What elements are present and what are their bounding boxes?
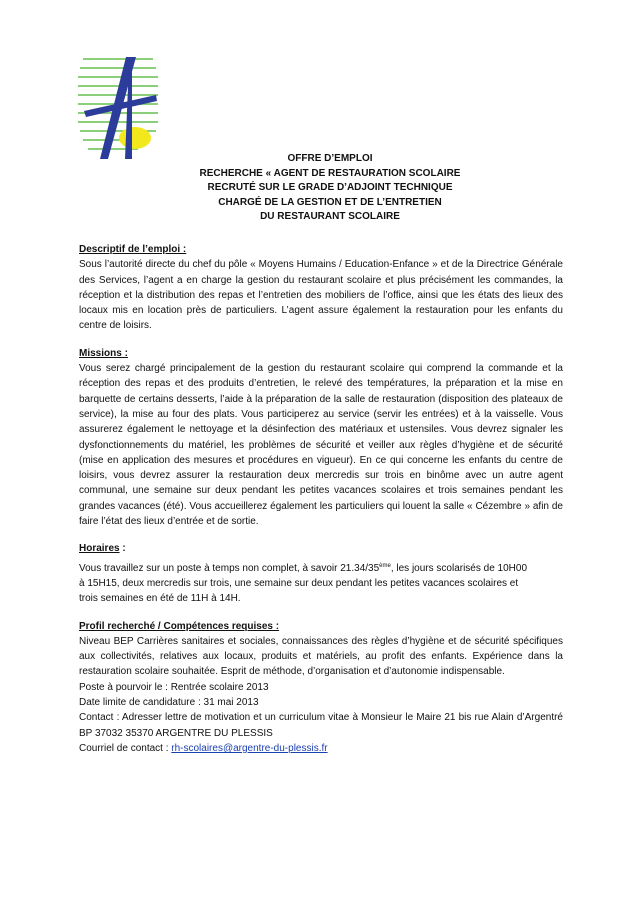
title-line: RECRUTÉ SUR LE GRADE D’ADJOINT TECHNIQUE bbox=[207, 182, 453, 193]
horaires-text: , les jours scolarisés de 10H00 bbox=[390, 562, 528, 574]
horaires-text: Vous travaillez sur un poste à temps non complet, à savoir 21.34/35 bbox=[79, 562, 380, 574]
courriel-line bbox=[79, 741, 563, 756]
logo-yellow-sun bbox=[119, 127, 151, 149]
missions-heading: Missions : bbox=[79, 347, 128, 359]
title-line: RECHERCHE « AGENT DE RESTAURATION SCOLAIRE bbox=[199, 167, 461, 179]
horaires-heading-row bbox=[79, 541, 563, 556]
profil-heading: Profil recherché / Compétences requises : bbox=[79, 620, 280, 632]
horaires-line bbox=[79, 561, 563, 576]
profil-section bbox=[79, 619, 563, 757]
title-line: CHARGÉ DE LA GESTION ET DE L’ENTRETIEN bbox=[218, 196, 442, 208]
missions-body: Vous serez chargé principalement de la gestion du restaurant scolaire qui comprend la commande et la réception des repas et des produits d’entretien, le relevé des températures, la préparation et la mise en barquette de certains desserts, l’aide à la préparation de la salle de restauration (disposition des plateaux de service), la mise au four des plats. Vous participerez au service (servir les entrées) et à la vaisselle. Vous assurerez également le nettoyage et la désinfection des matériaux et ustensiles. Vous devrez signaler les dysfonctionnements du matériel, les problèmes de sécurité et veiller aux règles d’hygiène et de sécurité (mise en application des mesures et procédures en vigueur). En ce qui concerne les enfants du centre de loisirs, vous devrez assurer la restauration deux mercredis sur trois en binôme avec un autre agent communal, une semaine sur deux pendant les petites vacances scolaires et trois semaines pendant les grandes vacances (été). Vous accueillerez également les particuliers qui louent la salle « Cézembre » afin de faire l’état des lieux d’entrée et de sortie. bbox=[79, 363, 563, 528]
job-offer-title bbox=[190, 152, 470, 225]
municipal-logo bbox=[78, 55, 163, 160]
title-line: DU RESTAURANT SCOLAIRE bbox=[260, 211, 400, 222]
contact-line: Contact : Adresser lettre de motivation et un curriculum vitae à Monsieur le Maire 21 bis rue Alain d’Argentré BP 37032 35370 ARGENTRE DU PLESSIS bbox=[79, 712, 563, 739]
horaires-section bbox=[79, 541, 563, 606]
description-heading: Descriptif de l’emploi : bbox=[79, 244, 187, 255]
title-line: OFFRE D’EMPLOI bbox=[287, 153, 373, 164]
job-offer-content bbox=[79, 242, 563, 768]
date-limite-line: Date limite de candidature : 31 mai 2013 bbox=[79, 697, 259, 709]
superscript-ordinal: ème bbox=[379, 562, 391, 569]
courriel-label: Courriel de contact : bbox=[79, 742, 172, 754]
description-body: Sous l’autorité directe du chef du pôle « Moyens Humains / Education-Enfance » et de la Directrice Générale des Services, l’agent a en charge la gestion du restaurant scolaire et plus précisément les commandes, la réception et la distribution des repas et l’entretien des mobiliers de l’office, ainsi que les états des lieux des locaux mis en location près de particuliers. L’agent assure également la restauration pour les enfants du centre de loisirs. bbox=[79, 259, 563, 332]
email-link[interactable]: rh-scolaires@argentre-du-plessis.fr bbox=[171, 742, 328, 754]
poste-line: Poste à pourvoir le : Rentrée scolaire 2013 bbox=[79, 681, 269, 693]
horaires-line: à 15H15, deux mercredis sur trois, une semaine sur deux pendant les petites vacances scolaires et bbox=[79, 577, 519, 589]
horaires-heading: Horaires bbox=[79, 543, 120, 555]
profil-body: Niveau BEP Carrières sanitaires et sociales, connaissances des règles d’hygiène et de sécurité spécifiques aux collectivités, relatives aux locaux, produits et matériels, au profit des enfants. Expérience dans la restauration scolaire souhaitée. Esprit de méthode, d’organisation et d’autonomie indispensable. bbox=[79, 635, 563, 678]
horaires-heading-colon: : bbox=[119, 543, 126, 555]
missions-section bbox=[79, 346, 563, 530]
description-section bbox=[79, 242, 563, 334]
horaires-line: trois semaines en été de 11H à 14H. bbox=[79, 593, 241, 605]
